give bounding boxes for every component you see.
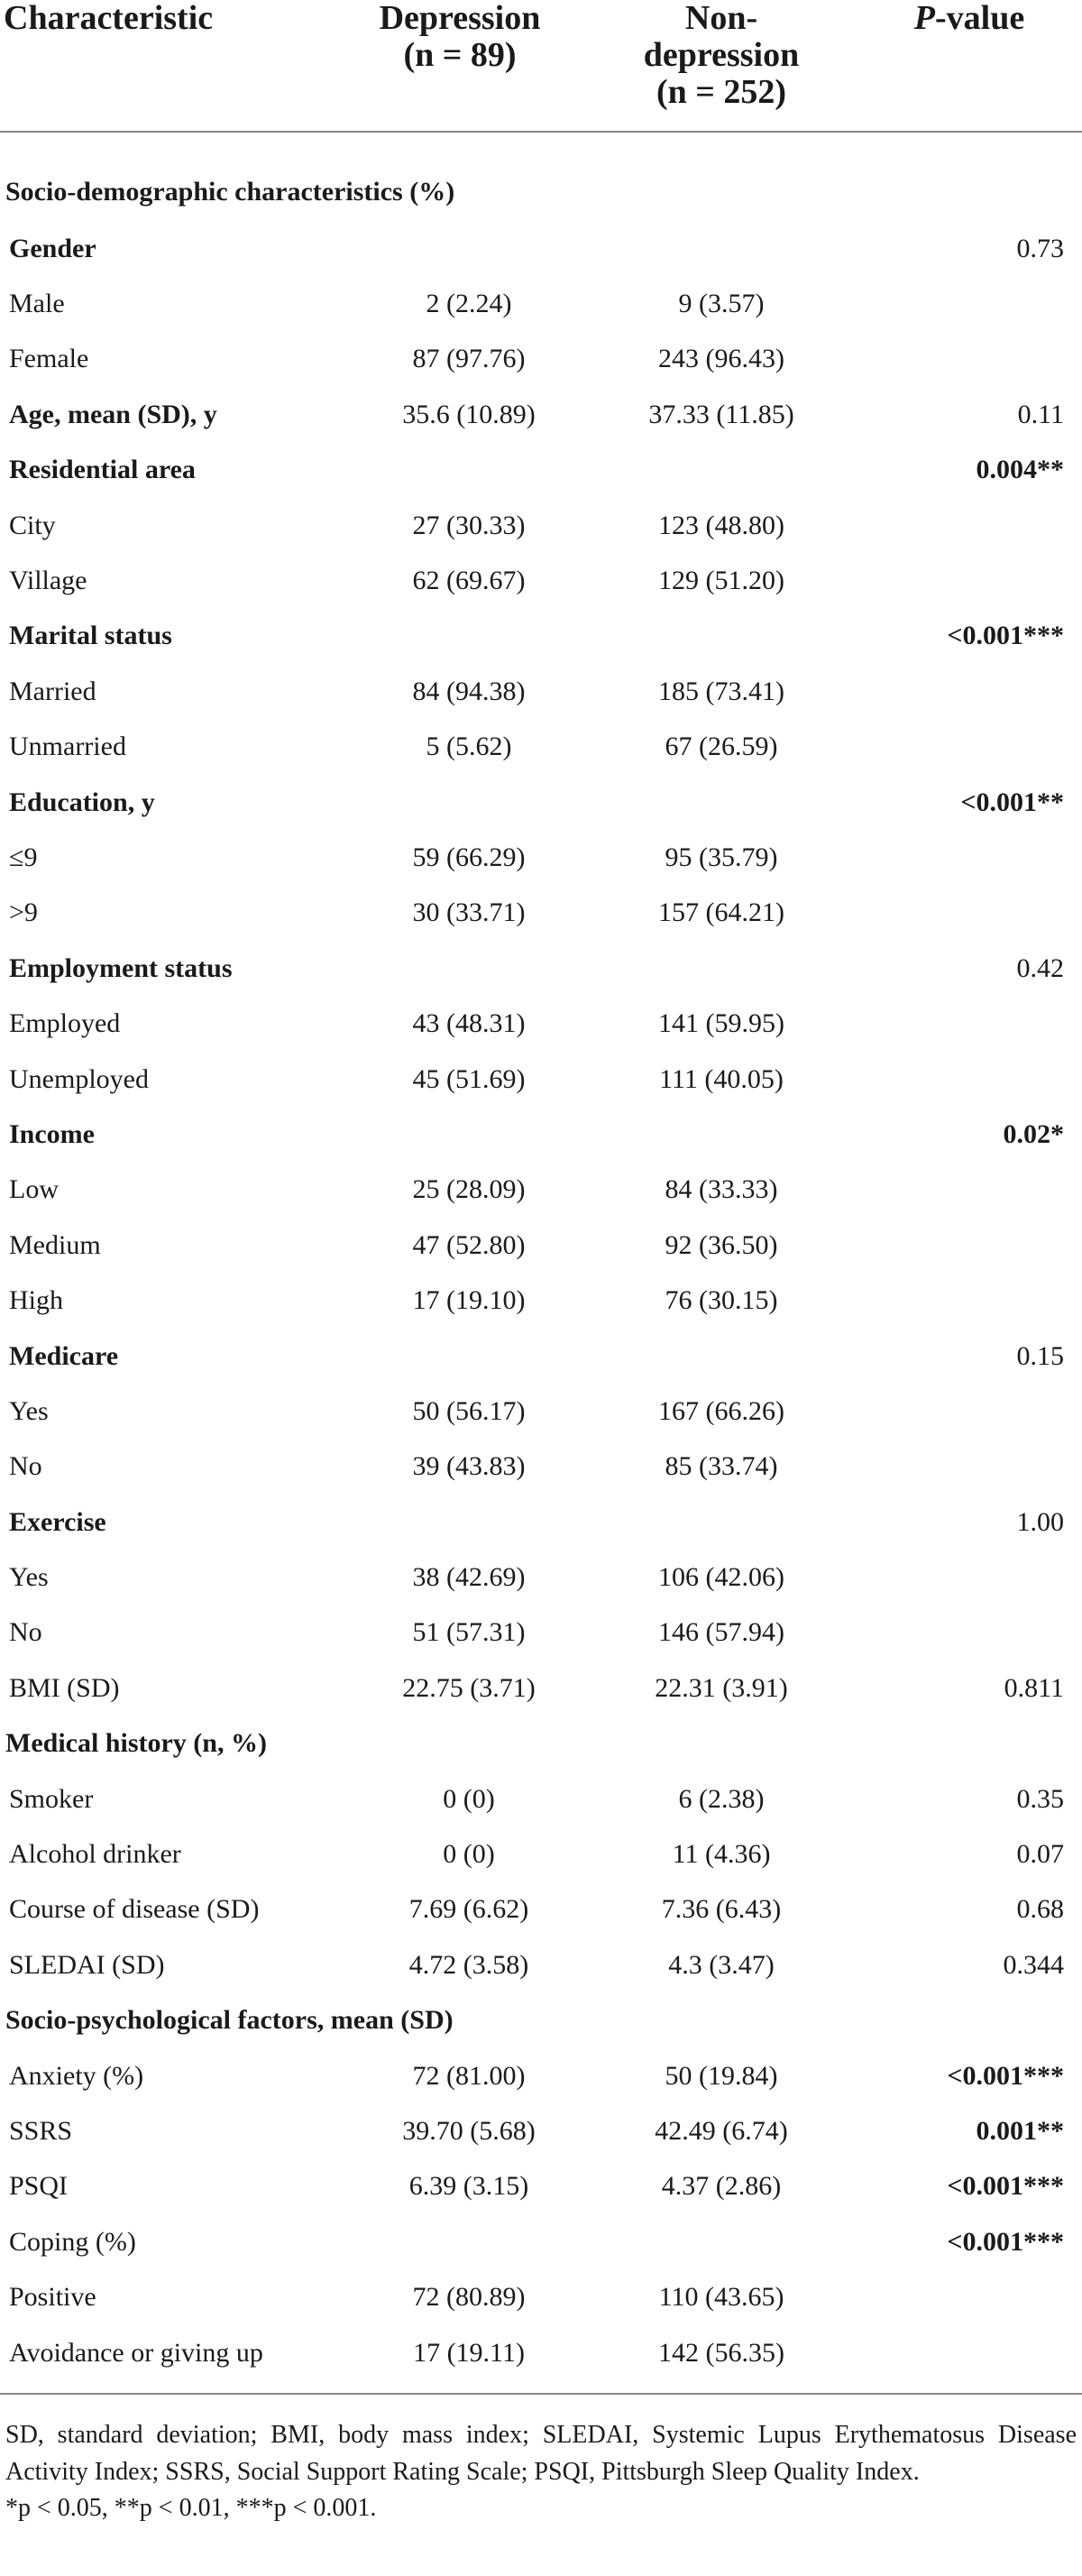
non-depression-value: 141 (59.95)	[658, 1008, 784, 1039]
non-depression-value: 185 (73.41)	[658, 676, 784, 706]
table-row	[0, 1384, 1082, 1439]
p-value	[857, 2325, 1082, 2394]
p-value	[857, 1550, 1082, 1605]
table-body	[0, 132, 1082, 2394]
p-value	[857, 276, 1082, 331]
table-row	[0, 996, 1082, 1051]
row-label: Avoidance or giving up	[0, 2325, 334, 2394]
table-row	[0, 2159, 1082, 2214]
table-row	[0, 886, 1082, 941]
table-row	[0, 2048, 1082, 2103]
non-depression-value: 106 (42.06)	[658, 1562, 784, 1593]
non-depression-value: 4.3 (3.47)	[668, 1949, 775, 1980]
table-row	[0, 664, 1082, 719]
row-label: Medical history (n, %)	[5, 1728, 267, 1759]
p-value: 0.11	[1017, 399, 1064, 429]
row-label: SSRS	[9, 2115, 73, 2146]
table-row	[0, 332, 1082, 387]
non-depression-value	[586, 2214, 857, 2269]
group-row	[0, 221, 1082, 276]
header-depression-title: Depression	[379, 0, 541, 37]
p-value: 0.07	[1016, 1839, 1064, 1870]
depression-value: 43 (48.31)	[412, 1008, 526, 1039]
p-value	[857, 1384, 1082, 1439]
non-depression-value: 110 (43.65)	[658, 2282, 784, 2313]
p-value	[857, 1605, 1082, 1661]
table-row	[0, 1218, 1082, 1273]
p-value	[857, 332, 1082, 387]
row-label: Socio-psychological factors, mean (SD)	[5, 2005, 454, 2036]
row-label: PSQI	[9, 2171, 69, 2202]
row-label: Female	[9, 344, 89, 374]
section-row	[0, 1993, 1082, 2048]
header-non-depression	[586, 0, 857, 132]
non-depression-value	[586, 221, 857, 276]
non-depression-value: 6 (2.38)	[678, 1783, 765, 1814]
table-row	[0, 1550, 1082, 1605]
p-value: <0.001***	[947, 2226, 1064, 2257]
row-label: Medium	[9, 1229, 101, 1260]
group-row	[0, 775, 1082, 830]
non-depression-value	[586, 775, 857, 830]
non-depression-value: 142 (56.35)	[586, 2325, 857, 2394]
table-row	[0, 2269, 1082, 2324]
p-value: 0.811	[1004, 1672, 1064, 1703]
non-depression-value: 111 (40.05)	[659, 1063, 784, 1094]
depression-value	[334, 1495, 586, 1550]
row-label: No	[9, 1617, 42, 1648]
non-depression-value: 95 (35.79)	[665, 842, 778, 872]
row-label: Gender	[9, 233, 96, 263]
p-value: 0.15	[1016, 1340, 1064, 1371]
non-depression-value: 9 (3.57)	[678, 289, 765, 319]
depression-value	[334, 443, 586, 498]
non-depression-value: 123 (48.80)	[658, 510, 784, 540]
non-depression-value: 129 (51.20)	[658, 566, 784, 596]
table-row	[0, 1163, 1082, 1218]
table-row	[0, 1661, 1082, 1716]
non-depression-value: 22.31 (3.91)	[655, 1672, 788, 1703]
p-value	[857, 1273, 1082, 1328]
table-row	[0, 2103, 1082, 2158]
depression-value: 6.39 (3.15)	[408, 2171, 529, 2202]
p-value	[857, 664, 1082, 719]
row-label: Married	[9, 676, 96, 706]
header-nondep-line1: Non-	[684, 0, 758, 37]
row-label: High	[9, 1285, 63, 1316]
depression-value: 84 (94.38)	[412, 676, 526, 706]
row-label: Low	[9, 1174, 59, 1205]
non-depression-value	[586, 443, 857, 498]
non-depression-value	[586, 1716, 857, 1771]
row-label: BMI (SD)	[9, 1672, 120, 1703]
non-depression-value: 50 (19.84)	[665, 2060, 778, 2091]
depression-value	[334, 941, 586, 996]
depression-value: 22.75 (3.71)	[402, 1672, 536, 1703]
depression-value: 72 (80.89)	[412, 2282, 526, 2313]
depression-value	[334, 1329, 586, 1384]
row-label: SLEDAI (SD)	[9, 1949, 165, 1980]
table-row	[0, 498, 1082, 553]
p-value	[857, 830, 1082, 885]
header-nondep-n: (n = 252)	[656, 73, 787, 111]
depression-value: 72 (81.00)	[412, 2060, 526, 2091]
p-value: <0.001***	[947, 621, 1064, 651]
depression-value	[334, 221, 586, 276]
p-value	[857, 2269, 1082, 2324]
row-label: Age, mean (SD), y	[9, 399, 217, 429]
table-row	[0, 2214, 1082, 2269]
row-label: Positive	[9, 2282, 96, 2313]
table-footnote: SD, standard deviation; BMI, body mass index; SLEDAI, Systemic Lupus Erythematosus Disease Activity Index; SSRS, Social Support Rating Scale; PSQI, Pittsburgh Sleep Quality Index.	[5, 2421, 1077, 2487]
p-value: <0.001***	[947, 2060, 1064, 2091]
depression-value: 62 (69.67)	[412, 566, 526, 596]
p-value	[857, 1716, 1082, 1771]
p-value	[857, 553, 1082, 608]
table-row	[0, 1605, 1082, 1661]
depression-value	[334, 609, 586, 664]
row-label: Male	[9, 289, 65, 319]
row-label: Anxiety (%)	[9, 2060, 144, 2091]
row-label: Marital status	[9, 621, 172, 651]
non-depression-value	[586, 1495, 857, 1550]
p-value	[857, 132, 1082, 221]
header-depression-n: (n = 89)	[403, 36, 517, 74]
depression-value: 7.69 (6.62)	[408, 1894, 529, 1925]
non-depression-value	[586, 1993, 857, 2048]
p-value: 1.00	[1016, 1506, 1064, 1537]
non-depression-value: 76 (30.15)	[665, 1285, 778, 1316]
depression-value: 35.6 (10.89)	[402, 399, 536, 429]
table-header	[0, 0, 1082, 132]
p-value: 0.35	[1016, 1783, 1064, 1814]
table-row	[0, 1882, 1082, 1937]
non-depression-value: 167 (66.26)	[658, 1395, 784, 1426]
row-label: Course of disease (SD)	[9, 1894, 260, 1925]
group-row	[0, 387, 1082, 442]
table-row	[0, 830, 1082, 885]
p-value	[857, 886, 1082, 941]
table-row	[0, 553, 1082, 608]
row-label: Employed	[9, 1008, 121, 1039]
depression-value: 59 (66.29)	[412, 842, 526, 872]
row-label: >9	[9, 897, 38, 928]
row-label: Education, y	[9, 787, 155, 817]
non-depression-value: 67 (26.59)	[665, 731, 778, 762]
table-row	[0, 1440, 1082, 1495]
row-label: City	[9, 510, 56, 540]
depression-value: 5 (5.62)	[426, 731, 512, 762]
section-row	[0, 132, 1082, 221]
row-label: Socio-demographic characteristics (%)	[5, 177, 455, 207]
depression-value: 0 (0)	[443, 1839, 495, 1870]
section-row	[0, 1716, 1082, 1771]
p-value	[857, 1052, 1082, 1107]
depression-value: 4.72 (3.58)	[408, 1949, 529, 1980]
table-row	[0, 720, 1082, 775]
significance-note: *p < 0.05, **p < 0.01, ***p < 0.001.	[5, 2494, 377, 2523]
p-value	[857, 1993, 1082, 2048]
table-row	[0, 1273, 1082, 1328]
row-label: Exercise	[9, 1506, 106, 1537]
non-depression-value: 7.36 (6.43)	[661, 1894, 782, 1925]
depression-value: 51 (57.31)	[412, 1617, 526, 1648]
row-label: Alcohol drinker	[9, 1839, 181, 1870]
p-value: 0.68	[1016, 1894, 1064, 1925]
row-label: Smoker	[9, 1783, 94, 1814]
row-label: Unmarried	[9, 731, 126, 762]
p-value: 0.02*	[1003, 1118, 1064, 1149]
row-label: Employment status	[9, 952, 233, 983]
group-row	[0, 443, 1082, 498]
non-depression-value: 85 (33.74)	[665, 1451, 778, 1482]
p-value: <0.001**	[960, 787, 1064, 817]
group-row	[0, 609, 1082, 664]
p-value	[857, 1440, 1082, 1495]
depression-value: 27 (30.33)	[412, 510, 526, 540]
p-value	[857, 1218, 1082, 1273]
non-depression-value: 146 (57.94)	[658, 1617, 784, 1648]
row-label: Income	[9, 1118, 95, 1149]
depression-value: 38 (42.69)	[412, 1562, 526, 1593]
depression-value: 25 (28.09)	[412, 1174, 526, 1205]
depression-value: 2 (2.24)	[426, 289, 512, 319]
non-depression-value: 84 (33.33)	[665, 1174, 778, 1205]
row-label: Yes	[9, 1395, 49, 1426]
depression-value: 39 (43.83)	[412, 1451, 526, 1482]
non-depression-value	[586, 609, 857, 664]
row-label: Village	[9, 566, 87, 596]
depression-value: 87 (97.76)	[412, 344, 526, 374]
row-label: ≤9	[9, 842, 38, 872]
p-value: 0.42	[1016, 952, 1064, 983]
non-depression-value	[586, 1107, 857, 1162]
depression-value: 0 (0)	[443, 1783, 495, 1814]
depression-value	[334, 1107, 586, 1162]
header-nondep-line2: depression	[643, 36, 800, 74]
non-depression-value	[586, 1329, 857, 1384]
p-value	[857, 498, 1082, 553]
p-value	[857, 720, 1082, 775]
non-depression-value: 42.49 (6.74)	[655, 2115, 788, 2146]
p-value: 0.001**	[976, 2115, 1064, 2146]
depression-value: 50 (56.17)	[412, 1395, 526, 1426]
p-value: <0.001***	[947, 2171, 1064, 2202]
table-row	[0, 2325, 1082, 2394]
p-value: 0.004**	[976, 455, 1064, 485]
depression-value: 17 (19.10)	[412, 1285, 526, 1316]
p-value: 0.344	[1003, 1949, 1064, 1980]
header-depression	[334, 0, 586, 132]
depression-value: 39.70 (5.68)	[402, 2115, 536, 2146]
group-row	[0, 941, 1082, 996]
depression-value: 45 (51.69)	[412, 1063, 526, 1094]
row-label: No	[9, 1451, 42, 1482]
depression-value: 30 (33.71)	[412, 897, 526, 928]
non-depression-value	[586, 132, 857, 221]
non-depression-value: 4.37 (2.86)	[661, 2171, 782, 2202]
row-label: Unemployed	[9, 1063, 149, 1094]
non-depression-value	[586, 941, 857, 996]
group-row	[0, 1495, 1082, 1550]
non-depression-value: 11 (4.36)	[672, 1839, 771, 1870]
non-depression-value: 243 (96.43)	[658, 344, 784, 374]
header-p-value: P-value	[857, 0, 1082, 132]
row-label: Coping (%)	[9, 2226, 136, 2257]
p-value	[857, 996, 1082, 1051]
row-label: Residential area	[9, 455, 196, 485]
row-label: Yes	[9, 1562, 49, 1593]
depression-value	[334, 2214, 586, 2269]
non-depression-value: 37.33 (11.85)	[648, 399, 794, 429]
non-depression-value: 92 (36.50)	[665, 1229, 778, 1260]
table-row	[0, 1826, 1082, 1881]
table-row	[0, 1052, 1082, 1107]
depression-value: 47 (52.80)	[412, 1229, 526, 1260]
group-row	[0, 1329, 1082, 1384]
depression-value	[334, 775, 586, 830]
p-value: 0.73	[1016, 233, 1064, 263]
non-depression-value: 157 (64.21)	[658, 897, 784, 928]
p-value	[857, 1163, 1082, 1218]
row-label: Medicare	[9, 1340, 119, 1371]
depression-value: 17 (19.11)	[334, 2325, 586, 2394]
header-characteristic: Characteristic	[0, 0, 334, 132]
table-row	[0, 276, 1082, 331]
table-row	[0, 1937, 1082, 1992]
table-row	[0, 1771, 1082, 1826]
group-row	[0, 1107, 1082, 1162]
